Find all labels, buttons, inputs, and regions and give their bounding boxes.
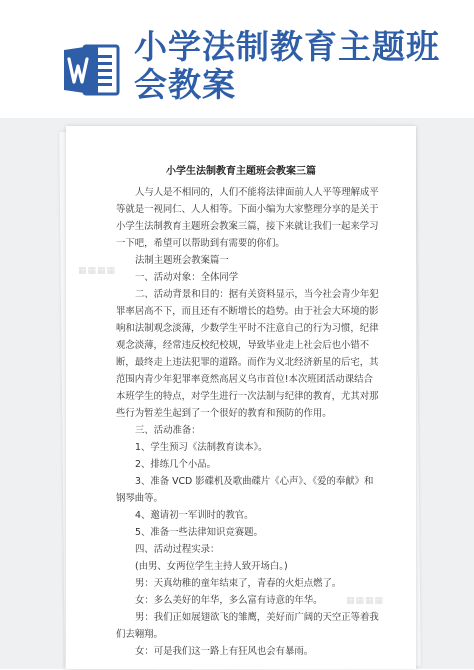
list-item: 2、排练几个小品。 xyxy=(135,459,216,470)
watermark: ▦▦▦▦ xyxy=(346,596,385,606)
document-title: 小学生法制教育主题班会教案三篇 xyxy=(166,166,316,177)
paragraph: 四、活动过程实录： xyxy=(135,544,220,555)
dialogue-line: 男：我们正如展翅欲飞的雏鹰，美好而广阔的天空正等着我们去翱翔。 xyxy=(116,612,379,640)
watermark: ▦▦▦▦ xyxy=(78,266,117,276)
page-title: 小学法制教育主题班会教案 xyxy=(134,27,440,104)
paragraph: 二、活动背景和目的：据有关资料显示，当今社会青少年犯罪率居高不下，而且还有不断增长的趋势。由于社会大环境的影响和法制观念淡薄，少数学生平时不注意自己的行为习惯，纪律观念淡薄，经常违反校纪校规，导致毕业走上社会后也小错不断，最终走上违法犯罪的道路。而作为义北经济新星的后宅，其范围内青少年犯罪率竟然高居义乌市首位!本次班团活动课结合本班学生的特点，对学生进行一次法制与纪律的教育，尤其对那些行为暂差生起到了一个很好的教育和预防的作用。 xyxy=(116,289,379,419)
paragraph: (由男、女两位学生主持人致开场白。) xyxy=(135,561,288,572)
list-item: 5、准备一些法律知识竞赛题。 xyxy=(135,527,263,538)
paragraph: 人与人是不相同的，人们不能将法律面前人人平等理解成平等就是一视同仁、人人相等。下面小编为大家整理分享的是关于小学生法制教育主题班会教案三篇，接下来就让我们一起来学习一下吧，希望可以帮助到有需要的你们。 xyxy=(116,187,379,249)
paragraph: 三、活动准备： xyxy=(135,425,201,436)
document-page xyxy=(66,126,416,669)
dialogue-line: 女：多么美好的年华，多么富有诗意的年华。 xyxy=(135,595,323,606)
dialogue-line: 女：可是我们这一路上有狂风也会有暴雨。 xyxy=(135,646,314,657)
dialogue-line: 男：天真幼稚的童年结束了，青春的火炬点燃了。 xyxy=(135,578,342,589)
word-document-icon xyxy=(64,42,122,98)
list-item: 1、学生预习《法制教育读本》。 xyxy=(135,442,268,453)
list-item: 4、邀请初一军训时的教官。 xyxy=(135,510,254,521)
list-item: 3、准备 VCD 影碟机及歌曲碟片《心声》、《爱的奉献》和钢琴曲等。 xyxy=(116,476,374,504)
document-body xyxy=(116,184,381,660)
section-heading: 法制主题班会教案篇一 xyxy=(135,255,229,266)
banner-header xyxy=(0,0,474,118)
paragraph: 一、活动对象：全体同学 xyxy=(135,272,239,283)
